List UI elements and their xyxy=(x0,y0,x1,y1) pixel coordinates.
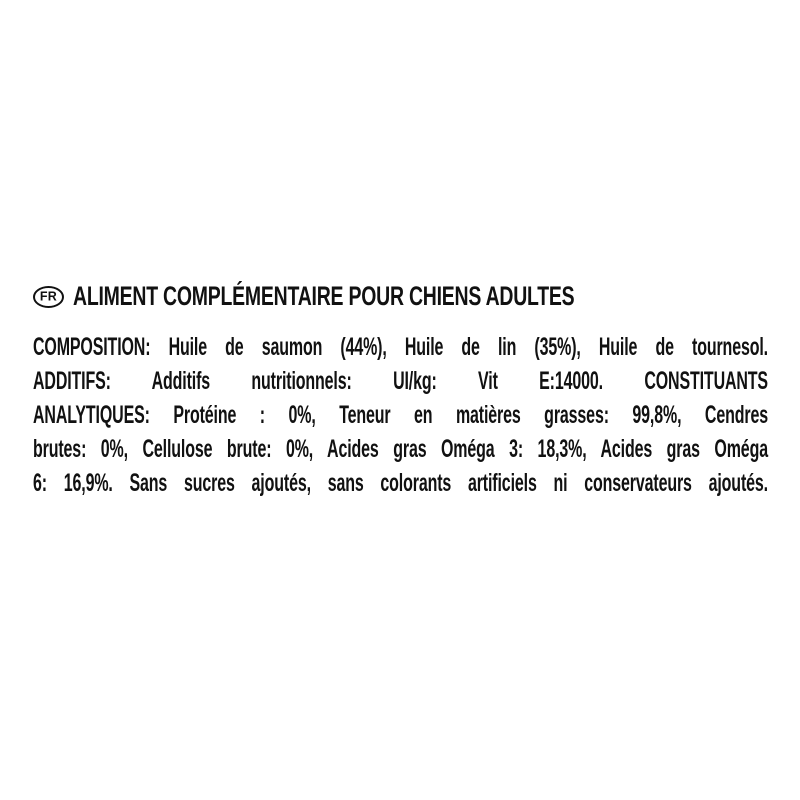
label-header xyxy=(33,283,768,310)
body-line-omega6-claims: 6: 16,9%. Sans sucres ajoutés, sans colorants artificiels ni conservateurs ajoutés. xyxy=(33,469,768,497)
body-line-analytiques: ANALYTIQUES: Protéine : 0%, Teneur en matières grasses: 99,8%, Cendres xyxy=(33,401,768,429)
fr-language-badge-text: FR xyxy=(39,289,58,304)
label-body-text xyxy=(33,330,768,500)
pet-food-label xyxy=(33,283,768,500)
body-line-additifs: ADDITIFS: Additifs nutritionnels: UI/kg: Vit E:14000. CONSTITUANTS xyxy=(33,367,768,395)
fr-language-badge xyxy=(33,286,64,308)
body-line-composition: COMPOSITION: Huile de saumon (44%), Huile de lin (35%), Huile de tournesol. xyxy=(33,333,768,361)
label-title: ALIMENT COMPLÉMENTAIRE POUR CHIENS ADULTES xyxy=(73,281,575,311)
body-line-brutes: brutes: 0%, Cellulose brute: 0%, Acides gras Oméga 3: 18,3%, Acides gras Oméga xyxy=(33,435,768,463)
